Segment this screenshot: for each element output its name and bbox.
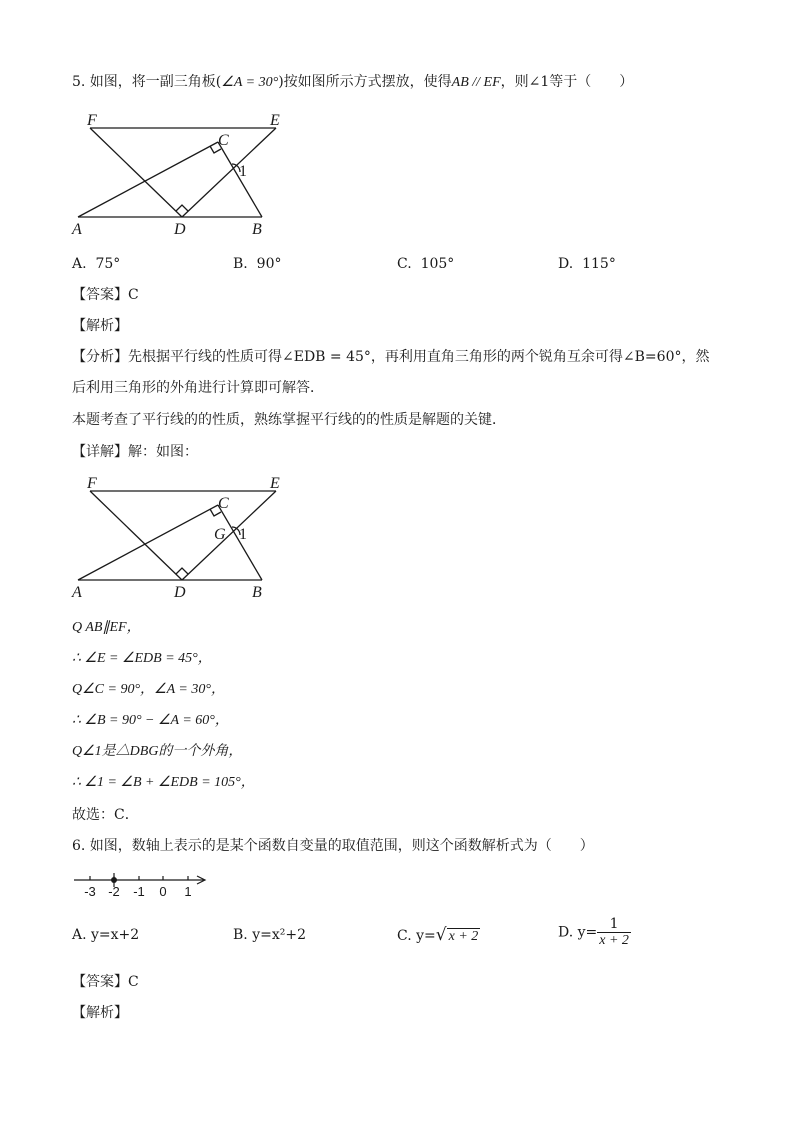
label-B-2: B	[252, 584, 262, 601]
q6-option-d[interactable]: D. y= $\frac{1}{x + 2}$	[558, 916, 629, 948]
q6-option-a[interactable]: A. y=x+2	[72, 927, 140, 943]
q5-detail-heading: 【详解】解：如图：	[72, 444, 198, 460]
label-1: 1	[239, 163, 247, 180]
q5-step-3: Q∠C = 90°，∠A = 30°，	[72, 682, 225, 697]
q6-stem: 6. 如图，数轴上表示的是某个函数自变量的取值范围，则这个函数解析式为（ ）	[72, 838, 594, 854]
q5-analysis-line3: 本题考查了平行线的的性质，熟练掌握平行线的的性质是解题的关键．	[72, 412, 506, 428]
q5-step-5: Q∠1是△DBG的一个外角，	[72, 744, 243, 759]
label-F-2: F	[87, 475, 97, 492]
label-G: G	[214, 526, 226, 543]
tick-label: -1	[133, 884, 145, 899]
q5-option-c[interactable]: C. 105°	[397, 256, 455, 272]
q5-option-b[interactable]: B. 90°	[233, 256, 282, 272]
label-F: F	[87, 112, 97, 129]
label-B: B	[252, 221, 262, 238]
tick-label: 0	[159, 884, 167, 899]
tick-label: -3	[84, 884, 96, 899]
closed-point-marker	[111, 877, 117, 883]
label-A: A	[72, 221, 82, 238]
q5-analysis-line1: 【分析】先根据平行线的性质可得∠EDB = 45°，再利用直角三角形的两个锐角互余可得∠B=60°，然	[72, 349, 710, 365]
q5-step-1: Q AB∥EF，	[72, 620, 141, 635]
q5-answer: 【答案】C	[72, 287, 139, 303]
q5-option-a[interactable]: A. 75°	[72, 256, 121, 272]
q5-stem: 5. 如图，将一副三角板(∠A = 30°)按如图所示方式摆放，使得AB // EF，则∠1等于（ ）	[72, 74, 634, 90]
label-A-2: A	[72, 584, 82, 601]
tick-label: 1	[184, 884, 192, 899]
q5-analysis-line2: 后利用三角形的外角进行计算即可解答．	[72, 380, 324, 396]
label-E-2: E	[270, 475, 280, 492]
label-D-2: D	[174, 584, 186, 601]
label-1-2: 1	[239, 526, 247, 543]
label-C: C	[218, 132, 229, 149]
q6-option-c[interactable]: C. y=√ x + 2	[397, 925, 479, 945]
label-E: E	[270, 112, 280, 129]
label-C-2: C	[218, 495, 229, 512]
q6-analysis-heading: 【解析】	[72, 1005, 128, 1021]
tick-label: -2	[108, 884, 120, 899]
label-D: D	[174, 221, 186, 238]
q5-step-7: 故选：C．	[72, 807, 139, 823]
q5-step-6: ∴ ∠1 = ∠B + ∠EDB = 105°，	[72, 775, 255, 790]
q5-analysis-heading: 【解析】	[72, 318, 128, 334]
q6-answer: 【答案】C	[72, 974, 139, 990]
q5-step-4: ∴ ∠B = 90° − ∠A = 60°，	[72, 713, 229, 728]
q6-option-b[interactable]: B. y=x²+2	[233, 927, 306, 943]
q5-step-2: ∴ ∠E = ∠EDB = 45°，	[72, 651, 212, 666]
q5-option-d[interactable]: D. 115°	[558, 256, 616, 272]
